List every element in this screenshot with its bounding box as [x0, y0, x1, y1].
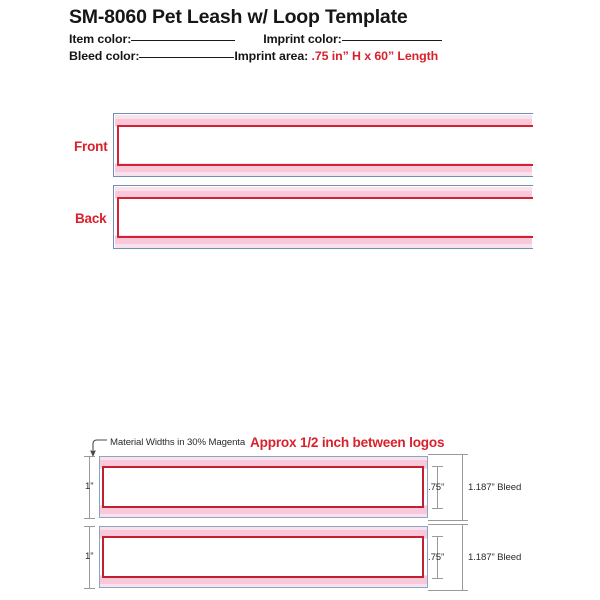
imprint-area-value: .75 in” H x 60” Length [311, 49, 439, 63]
row1-height-dim-tick-bottom [84, 518, 95, 519]
imprint-color-label: Imprint color: [263, 32, 342, 46]
row1-height-dim-tick-top [84, 456, 95, 457]
imprint-area-label: Imprint area: [234, 49, 309, 63]
page-title: SM-8060 Pet Leash w/ Loop Template [69, 6, 408, 28]
row1-bleed-dim-tick-bottom [428, 520, 468, 521]
row2-imprint-dim-tick-top [432, 536, 443, 537]
header-row-item-imprint-color [69, 29, 442, 46]
material-widths-note: Material Widths in 30% Magenta [110, 437, 246, 448]
row2-bleed-dim-tick-top [428, 524, 468, 525]
row1-bleed-dim-line [462, 454, 463, 520]
item-color-label: Item color: [69, 32, 132, 46]
row1-bleed-label: 1.187” Bleed [468, 482, 522, 493]
approx-spacing-note: Approx 1/2 inch between logos [250, 435, 445, 450]
row2-height-dim-tick-bottom [84, 588, 95, 589]
row2-imprint-dim-tick-bottom [432, 578, 443, 579]
row2-height-dim-tick-top [84, 526, 95, 527]
bleed-color-blank-rule [139, 46, 234, 58]
row1-imprint-dim-tick-bottom [432, 508, 443, 509]
row1-height-label: 1” [85, 481, 94, 492]
item-color-blank-rule [131, 29, 235, 41]
bleed-color-label: Bleed color: [69, 49, 140, 63]
row2-bleed-dim-line [462, 524, 463, 590]
header-row-bleed-imprint-area [69, 46, 438, 63]
front-view-label: Front [74, 139, 108, 154]
row1-imprint-label: .75” [428, 482, 445, 493]
front-imprint-outline [117, 125, 533, 166]
back-view-label: Back [75, 211, 107, 226]
row2-bleed-label: 1.187” Bleed [468, 552, 522, 563]
imprint-color-blank-rule [342, 29, 442, 41]
back-imprint-outline [117, 197, 533, 238]
row1-imprint-dim-tick-top [432, 466, 443, 467]
row1-bleed-dim-tick-top [428, 454, 468, 455]
row2-imprint-box [102, 536, 424, 578]
row2-bleed-dim-tick-bottom [428, 590, 468, 591]
row1-imprint-box [102, 466, 424, 508]
row2-height-label: 1” [85, 551, 94, 562]
row2-imprint-label: .75” [428, 552, 445, 563]
